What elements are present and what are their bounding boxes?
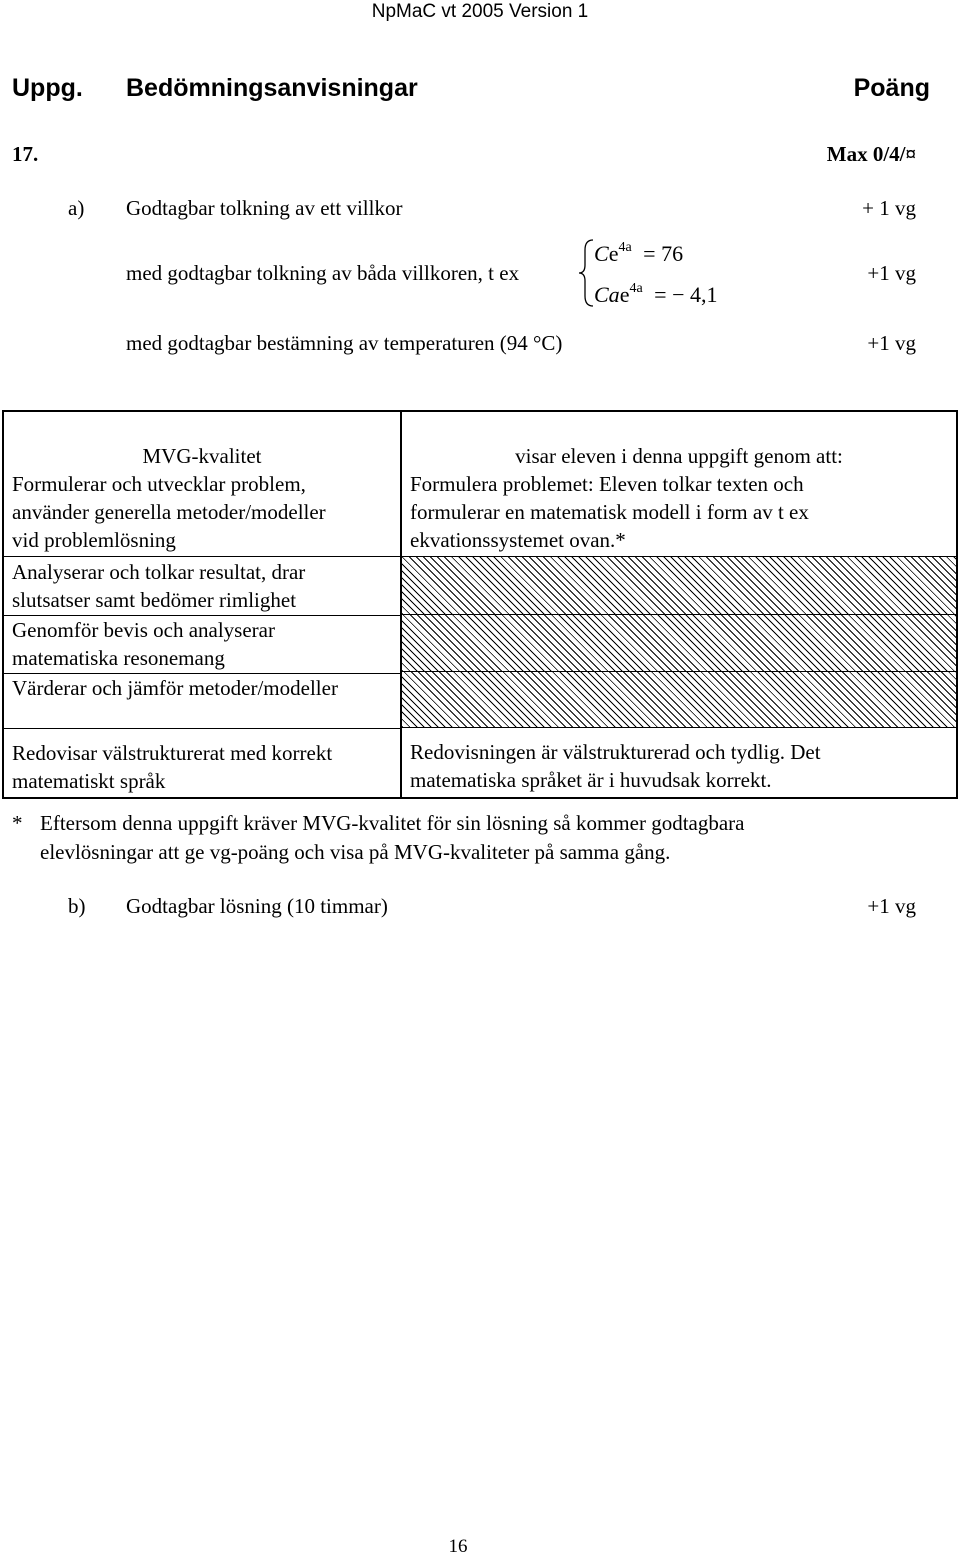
- mvg-header: MVG-kvalitet: [142, 444, 262, 468]
- footnote-star: *: [12, 811, 23, 835]
- part-b-points: +1 vg: [867, 894, 916, 918]
- part-a-line1: Godtagbar tolkning av ett villkor: [126, 196, 403, 220]
- part-a-line3-points: +1 vg: [867, 331, 916, 355]
- mvg-evidence-line: ekvationssystemet ovan.*: [410, 528, 626, 552]
- mvg-quality-table: [2, 410, 958, 799]
- mvg-criterion-line: använder generella metoder/modeller: [12, 500, 326, 524]
- mvg-right-cell: [401, 411, 957, 798]
- mvg-criterion-line: matematiskt språk: [12, 769, 166, 793]
- part-a-letter: a): [68, 196, 85, 220]
- mvg-evidence-line: matematiska språket är i huvudsak korrekt.: [410, 768, 772, 792]
- mvg-criterion-line: vid problemlösning: [12, 528, 176, 552]
- task-number: 17.: [12, 142, 39, 166]
- mvg-criterion-line: Formulerar och utvecklar problem,: [12, 472, 306, 496]
- page-number: 16: [448, 1536, 468, 1557]
- hatched-cell: [402, 614, 956, 671]
- part-a-line2: med godtagbar tolkning av båda villkoren, t ex: [126, 261, 520, 285]
- mvg-criterion-line: Redovisar välstrukturerat med korrekt: [12, 741, 333, 765]
- col-title-bedomning: Bedömningsanvisningar: [126, 74, 418, 102]
- part-a-line3: med godtagbar bestämning av temperaturen (94 °C): [126, 331, 563, 355]
- mvg-left-cell: [3, 411, 401, 798]
- mvg-criterion-line: Genomför bevis och analyserar: [12, 618, 275, 642]
- part-a-line2-points: +1 vg: [867, 261, 916, 285]
- equation-1: $Ce^{4a} = 76$: [594, 239, 684, 266]
- hatched-cell: [402, 671, 956, 727]
- part-a-line1-points: + 1 vg: [862, 196, 916, 220]
- footnote-line-1: Eftersom denna uppgift kräver MVG-kvalitet för sin lösning så kommer godtagbara: [40, 811, 745, 835]
- mvg-evidence-line: formulerar en matematisk modell i form av t ex: [410, 500, 809, 524]
- mvg-evidence-line: Formulera problemet: Eleven tolkar texten och: [410, 472, 804, 496]
- mvg-criterion-line: matematiska resonemang: [12, 646, 225, 670]
- part-b-text: Godtagbar lösning (10 timmar): [126, 894, 388, 918]
- mvg-criterion-line: Värderar och jämför metoder/modeller: [12, 676, 338, 700]
- col-title-uppg: Uppg.: [12, 74, 83, 102]
- table-row: [3, 411, 957, 798]
- part-b-letter: b): [68, 894, 86, 918]
- task-max-points: Max 0/4/¤: [826, 142, 916, 166]
- mvg-evidence-line: Redovisningen är välstrukturerad och tydlig. Det: [410, 740, 821, 764]
- mvg-right-header: visar eleven i denna uppgift genom att:: [515, 444, 843, 468]
- hatched-cell: [402, 556, 956, 614]
- col-title-poang: Poäng: [853, 74, 930, 102]
- equation-2: Cae$^{4a}$ = − 4,1: [594, 280, 718, 307]
- mvg-criterion-line: slutsatser samt bedömer rimlighet: [12, 588, 297, 612]
- mvg-criterion-line: Analyserar och tolkar resultat, drar: [12, 560, 306, 584]
- running-header: NpMaC vt 2005 Version 1: [371, 1, 589, 22]
- footnote-line-2: elevlösningar att ge vg-poäng och visa på MVG-kvaliteter på samma gång.: [40, 840, 671, 864]
